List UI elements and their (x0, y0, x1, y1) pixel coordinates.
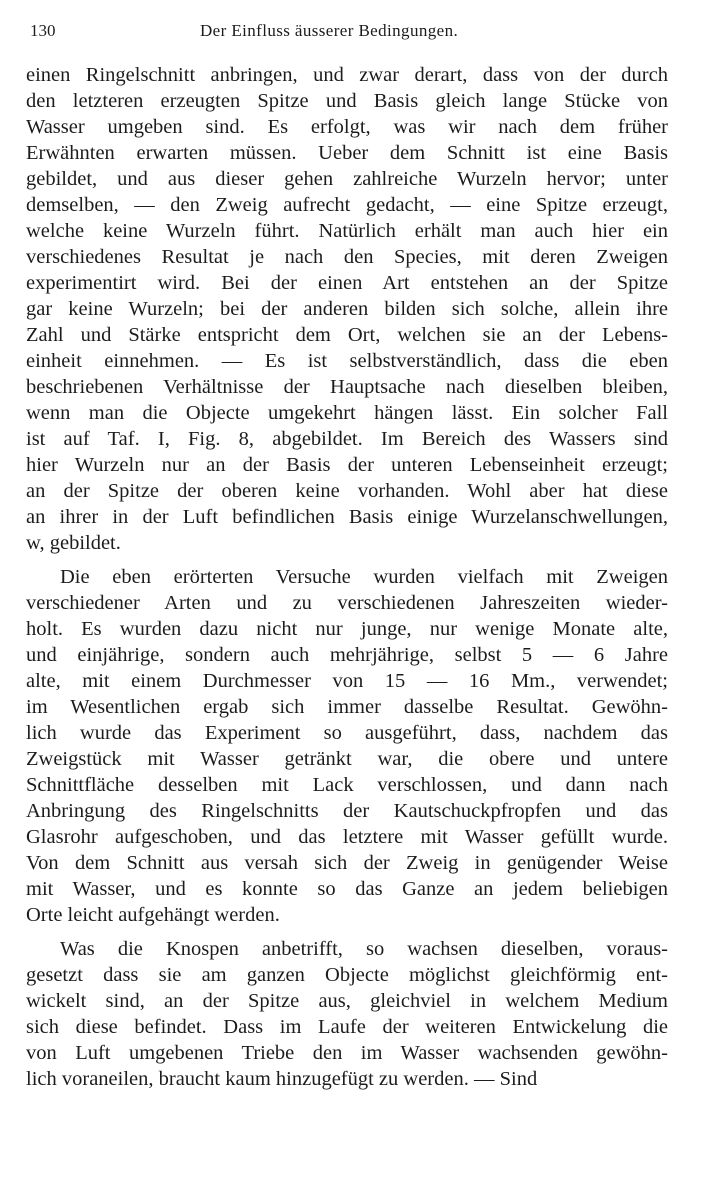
text-line: im Wesentlichen ergab sich immer dasselbe Resultat. Gewöhn- (26, 696, 668, 718)
text-line: lich wurde das Experiment so ausgeführt, dass, nachdem das (26, 722, 668, 744)
body-text (26, 62, 668, 1092)
paragraph (26, 564, 668, 928)
page-number: 130 (30, 21, 56, 40)
text-line: ist auf Taf. I, Fig. 8, abgebildet. Im Bereich des Wassers sind (26, 428, 668, 450)
text-line: hier Wurzeln nur an der Basis der unteren Lebenseinheit erzeugt; (26, 454, 668, 476)
text-line: einheit einnehmen. — Es ist selbstverständlich, dass die eben (26, 350, 668, 372)
text-line: welche keine Wurzeln führt. Natürlich erhält man auch hier ein (26, 220, 668, 242)
text-line: an ihrer in der Luft befindlichen Basis einige Wurzelanschwellungen, (26, 506, 668, 528)
text-line: beschriebenen Verhältnisse der Hauptsache nach dieselben bleiben, (26, 376, 668, 398)
text-line: Von dem Schnitt aus versah sich der Zweig in genügender Weise (26, 852, 668, 874)
text-line: an der Spitze der oberen keine vorhanden. Wohl aber hat diese (26, 480, 668, 502)
text-line: wickelt sind, an der Spitze aus, gleichviel in welchem Medium (26, 990, 668, 1012)
text-line: experimentirt wird. Bei der einen Art entstehen an der Spitze (26, 272, 668, 294)
text-line: sich diese befindet. Dass im Laufe der weiteren Entwickelung die (26, 1016, 668, 1038)
text-line: Zweigstück mit Wasser getränkt war, die obere und untere (26, 748, 668, 770)
text-line: Wasser umgeben sind. Es erfolgt, was wir nach dem früher (26, 116, 668, 138)
text-line: w, gebildet. (26, 532, 121, 554)
text-line: lich voraneilen, braucht kaum hinzugefügt zu werden. — Sind (26, 1068, 538, 1090)
text-line: von Luft umgebenen Triebe den im Wasser wachsenden gewöhn- (26, 1042, 668, 1064)
paragraph-gap (26, 556, 668, 564)
text-line: gar keine Wurzeln; bei der anderen bilden sich solche, allein ihre (26, 298, 668, 320)
text-line: Glasrohr aufgeschoben, und das letztere mit Wasser gefüllt wurde. (26, 826, 668, 848)
text-line: Anbringung des Ringelschnitts der Kautschuckpfropfen und das (26, 800, 668, 822)
text-line: einen Ringelschnitt anbringen, und zwar derart, dass von der durch (26, 64, 668, 86)
text-line: Orte leicht aufgehängt werden. (26, 904, 280, 926)
text-line: Die eben erörterten Versuche wurden vielfach mit Zweigen (60, 566, 668, 588)
text-line: Schnittfläche desselben mit Lack verschlossen, und dann nach (26, 774, 668, 796)
running-title: Der Einfluss äusserer Bedingungen. (200, 21, 459, 40)
text-line: und einjährige, sondern auch mehrjährige, selbst 5 — 6 Jahre (26, 644, 668, 666)
paragraph (26, 936, 668, 1092)
page-header (30, 14, 680, 48)
paragraph (26, 62, 668, 556)
text-line: Was die Knospen anbetrifft, so wachsen dieselben, voraus- (60, 938, 668, 960)
paragraph-gap (26, 928, 668, 936)
text-line: den letzteren erzeugten Spitze und Basis gleich lange Stücke von (26, 90, 668, 112)
text-line: alte, mit einem Durchmesser von 15 — 16 Mm., verwendet; (26, 670, 668, 692)
text-line: gebildet, und aus dieser gehen zahlreiche Wurzeln hervor; unter (26, 168, 668, 190)
text-line: Erwähnten erwarten müssen. Ueber dem Schnitt ist eine Basis (26, 142, 668, 164)
text-line: Zahl und Stärke entspricht dem Ort, welchen sie an der Lebens- (26, 324, 668, 346)
text-line: holt. Es wurden dazu nicht nur junge, nur wenige Monate alte, (26, 618, 668, 640)
text-line: mit Wasser, und es konnte so das Ganze an jedem beliebigen (26, 878, 668, 900)
text-line: verschiedener Arten und zu verschiedenen Jahreszeiten wieder- (26, 592, 668, 614)
text-line: gesetzt dass sie am ganzen Objecte möglichst gleichförmig ent- (26, 964, 668, 986)
text-line: verschiedenes Resultat je nach den Species, mit deren Zweigen (26, 246, 668, 268)
text-line: wenn man die Objecte umgekehrt hängen lässt. Ein solcher Fall (26, 402, 668, 424)
text-line: demselben, — den Zweig aufrecht gedacht, — eine Spitze erzeugt, (26, 194, 668, 216)
